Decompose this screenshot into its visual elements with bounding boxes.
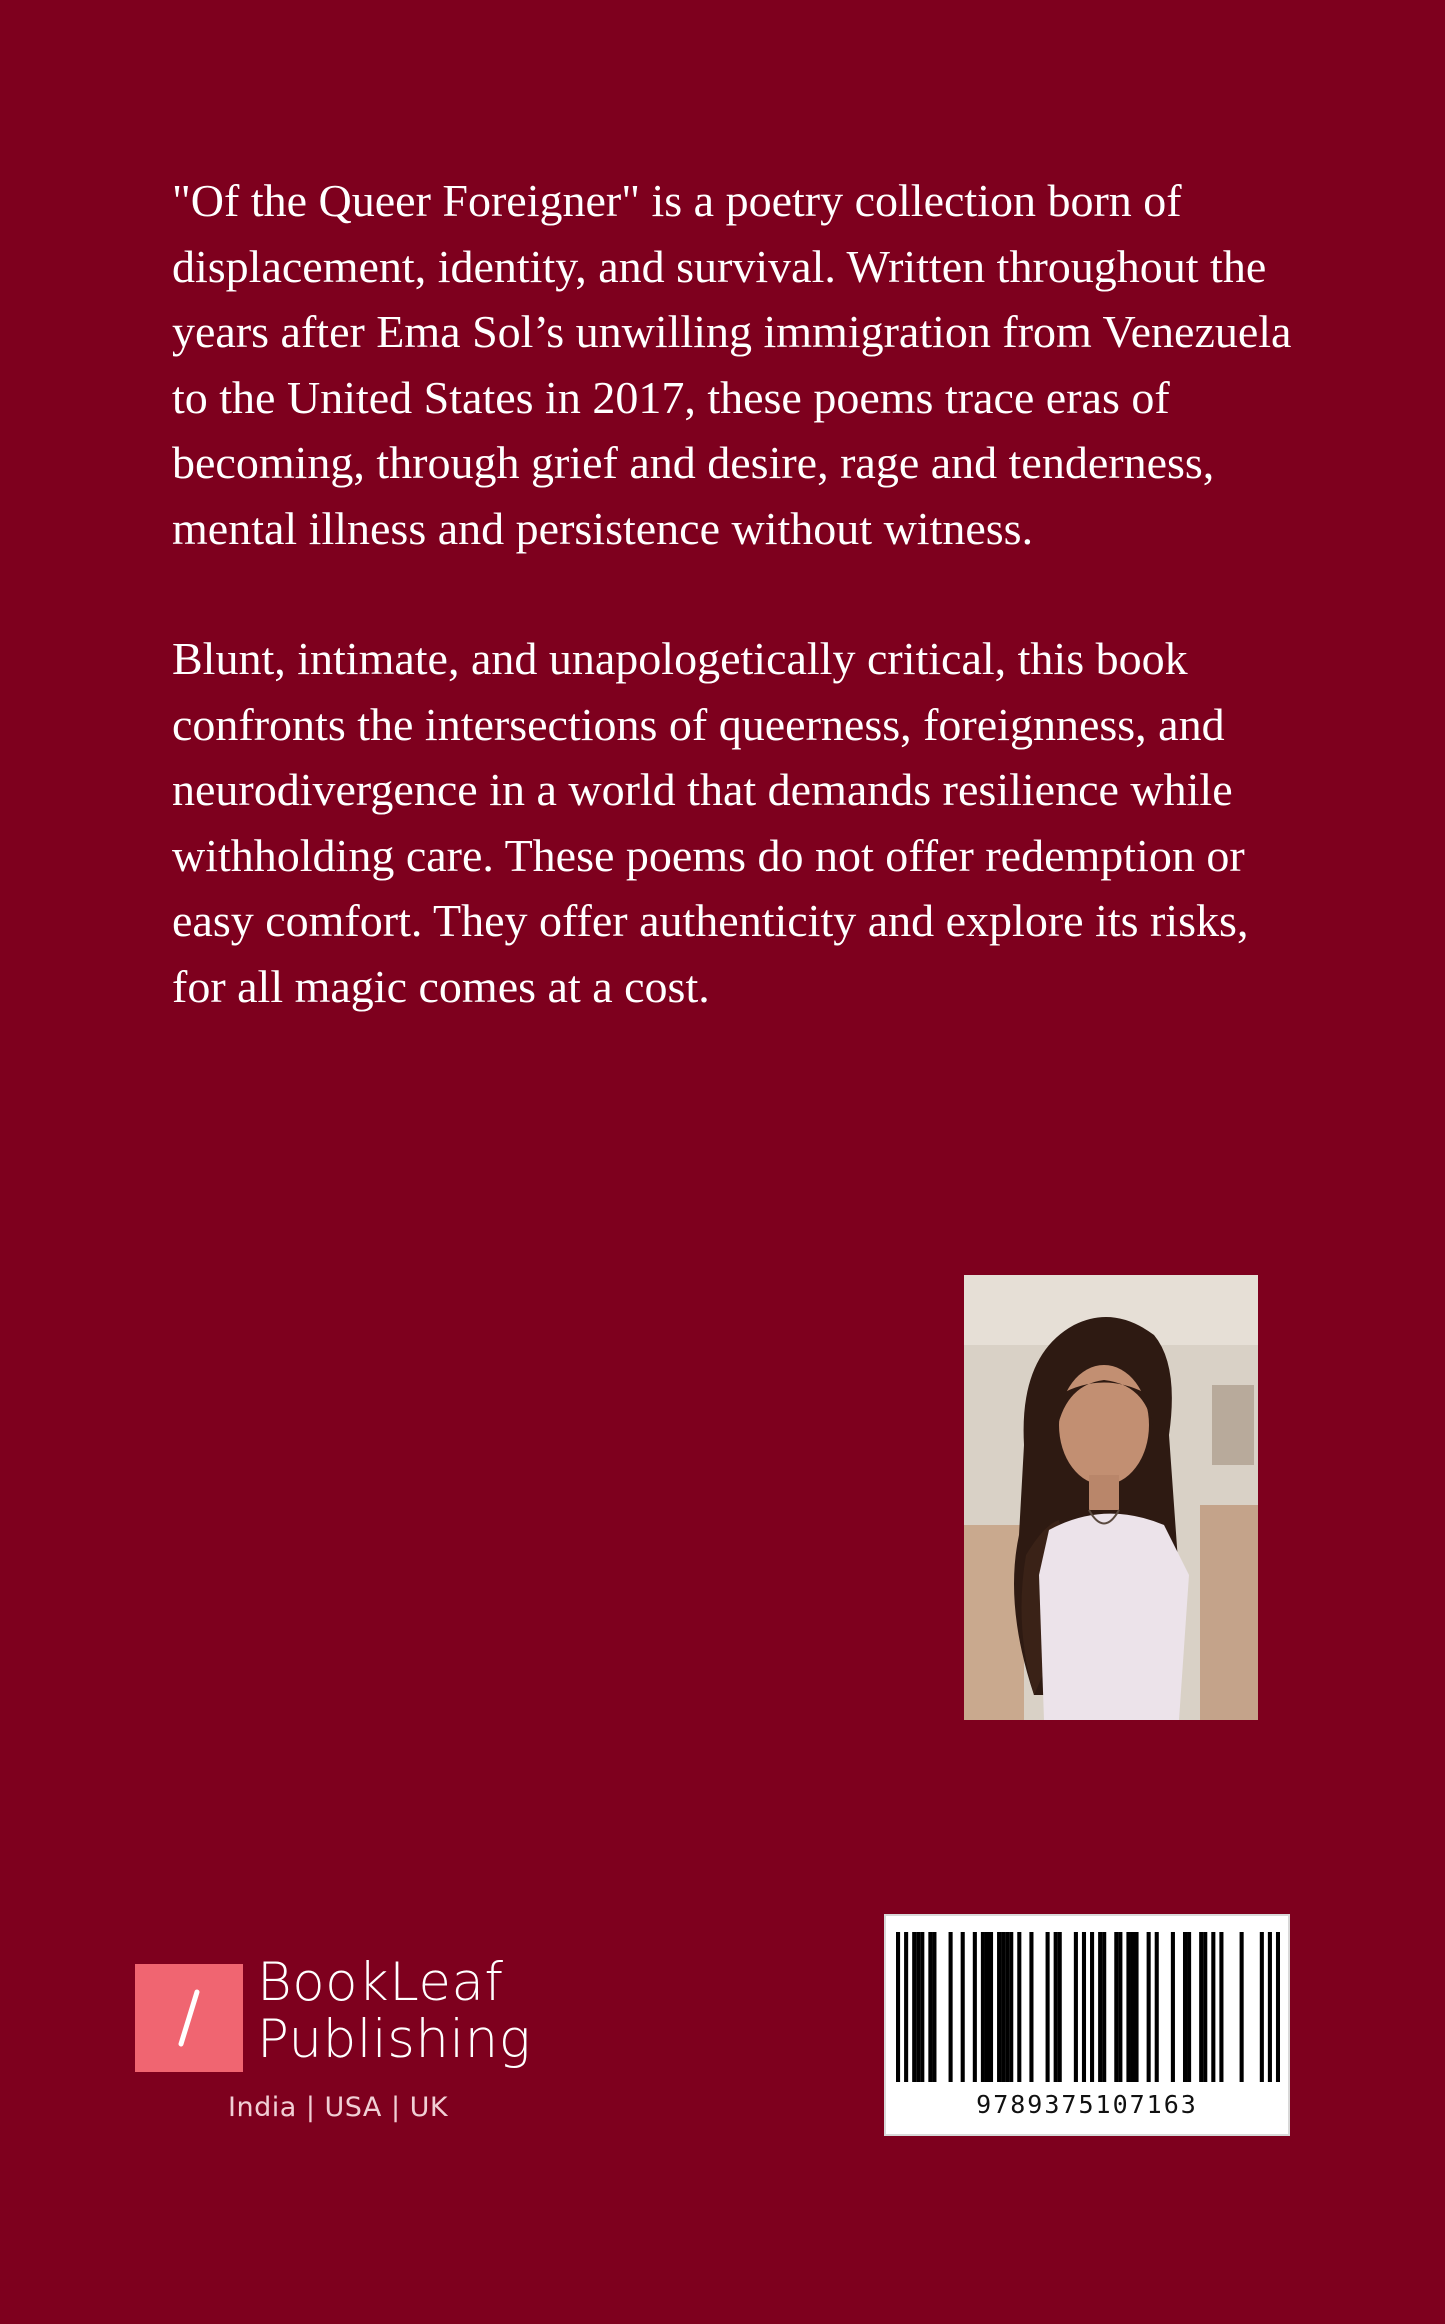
barcode-bar [1199,1932,1203,2082]
publisher-regions: India | USA | UK [228,2092,449,2123]
barcode-bar [1276,1932,1280,2082]
blurb-paragraph-2: Blunt, intimate, and unapologetically critical, this book confronts the intersections of queerness, foreignness, and neurodivergence in a world that demands resilience while withholding care. These poems do not offer redemption or easy comfort. They offer authenticity and explore its risks, for all magic comes at a cost. [172,633,1249,1012]
barcode-bar [1240,1932,1244,2082]
barcode-bar [1219,1932,1223,2082]
barcode-bar [989,1932,993,2082]
barcode-bar [1183,1932,1187,2082]
barcode-bars [896,1932,1280,2082]
barcode-bar [1102,1932,1106,2082]
barcode-bar [916,1932,920,2082]
barcode-bar [1203,1932,1207,2082]
barcode-bar [1260,1932,1264,2082]
barcode-bar [949,1932,953,2082]
publisher-name-line-2: Publishing [257,2009,532,2070]
barcode-bar [1054,1932,1058,2082]
barcode-bar [1147,1932,1151,2082]
publisher-name-line-1: BookLeaf [257,1952,504,2013]
barcode-bar [920,1932,924,2082]
barcode-bar [1268,1932,1272,2082]
publisher-name [257,1954,531,2068]
barcode-bar [1211,1932,1215,2082]
publisher-logo [135,1952,555,2140]
isbn-barcode [884,1914,1290,2136]
barcode-bar [961,1932,965,2082]
barcode-bar [1017,1932,1021,2082]
barcode-bar [1046,1932,1050,2082]
barcode-bar [1118,1932,1122,2082]
barcode-bar [1001,1932,1005,2082]
barcode-bar [1058,1932,1062,2082]
barcode-bar [1098,1932,1102,2082]
back-cover-blurb [172,168,1292,1084]
barcode-bar [1090,1932,1094,2082]
barcode-bar [928,1932,932,2082]
barcode-bar [1187,1932,1191,2082]
barcode-bar [981,1932,985,2082]
barcode-bar [1029,1932,1033,2082]
barcode-bar [1134,1932,1138,2082]
barcode-bar [1114,1932,1118,2082]
barcode-bar [973,1932,977,2082]
blurb-paragraph-1: "Of the Queer Foreigner" is a poetry collection born of displacement, identity, and survival. Written throughout the years after Ema Sol’s unwilling immigration from Venezuela to the United States in 2017, these poems trace eras of becoming, through grief and desire, rage and tenderness, mental illness and persistence without witness. [172,175,1292,554]
barcode-bar [1126,1932,1130,2082]
barcode-bar [904,1932,908,2082]
isbn-number: 9789375107163 [976,2090,1198,2119]
barcode-bar [932,1932,936,2082]
barcode-bar [1155,1932,1159,2082]
barcode-bar [1074,1932,1078,2082]
barcode-bar [1009,1932,1013,2082]
barcode-bar [1171,1932,1175,2082]
barcode-bar [997,1932,1001,2082]
author-photo [964,1275,1258,1720]
publisher-slash-mark [135,1964,243,2072]
barcode-bar [896,1932,900,2082]
barcode-bar [1005,1932,1009,2082]
barcode-bar [1082,1932,1086,2082]
barcode-bar [912,1932,916,2082]
barcode-bar [985,1932,989,2082]
barcode-bar [1130,1932,1134,2082]
